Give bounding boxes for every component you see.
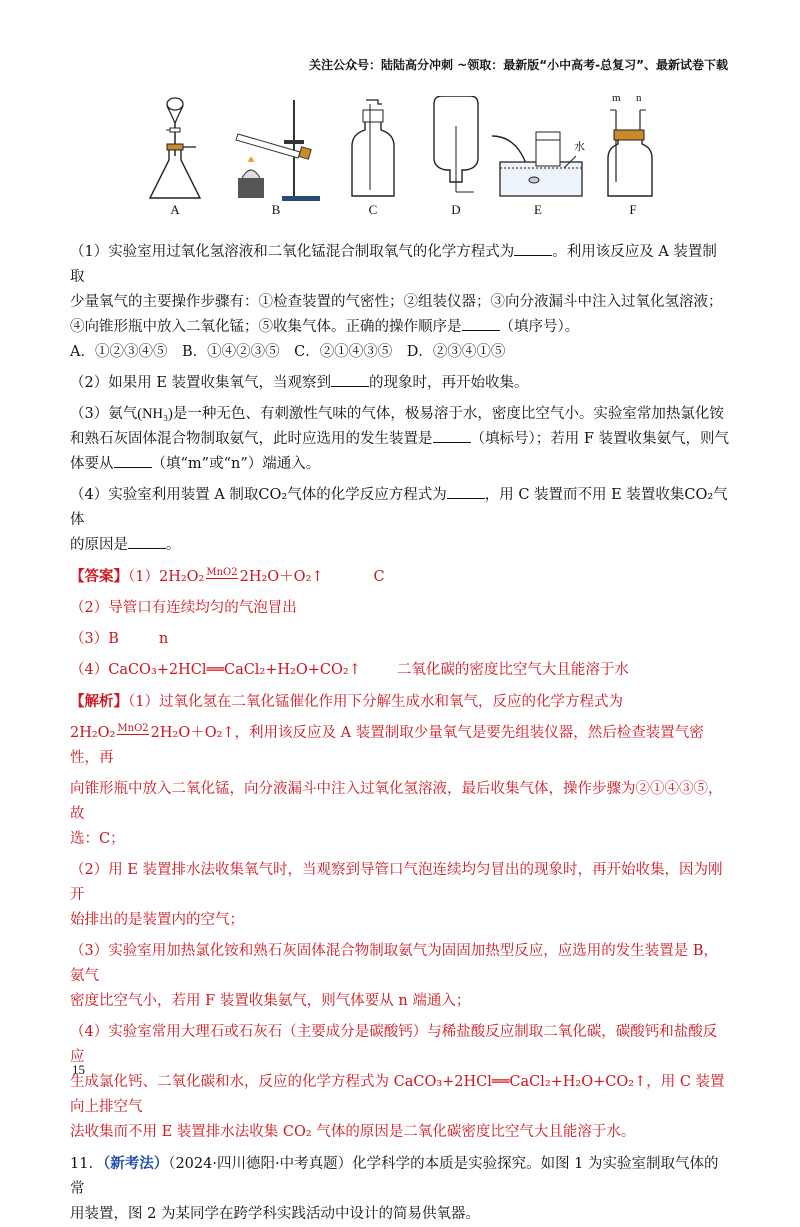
answer-options: A．①②③④⑤ B．①④②③⑤ C．②①④③⑤ D．②③④①⑤	[70, 344, 506, 360]
apparatus-c	[348, 96, 398, 218]
answer-line-1: 【答案】（1）2H₂O₂ MnO2 2H₂O＋O₂↑ C	[70, 567, 385, 585]
apparatus-d	[430, 96, 482, 218]
analysis-line-7: （3）实验室用加热氯化铵和熟石灰固体混合物制取氨气为固固加热型反应，应选用的发生装置是 B，氨气	[70, 943, 718, 984]
question-2: （2）如果用 E 装置收集氧气，当观察到 的现象时，再开始收集。	[70, 371, 730, 396]
apparatus-f	[606, 92, 660, 218]
answer-blank	[128, 534, 166, 549]
analysis-line-11: 法收集而不用 E 装置排水法收集 CO₂ 气体的原因是二氧化碳密度比空气大且能溶于水。	[70, 1124, 636, 1140]
question-3-end: 体要从 （填“m”或“n”）端通入。	[70, 452, 730, 477]
question-1: （1）实验室用过氧化氢溶液和二氧化锰混合制取氧气的化学方程式为 。利用该反应及 A 装置制取	[70, 240, 730, 290]
apparatus-e	[490, 96, 586, 218]
apparatus-b	[228, 96, 324, 218]
catalyst-label: MnO2	[206, 567, 238, 578]
apparatus-label: B	[271, 202, 281, 217]
heating-tube-icon	[228, 96, 324, 204]
analysis-line-8: 密度比空气小，若用 F 装置收集氨气，则气体要从 n 端通入；	[70, 993, 471, 1009]
water-label: 水	[574, 140, 585, 153]
apparatus-label: E	[534, 202, 542, 217]
answer-blank	[331, 372, 369, 387]
answer-blank	[514, 241, 552, 256]
analysis-tag: 【解析】	[70, 693, 128, 710]
question-content	[70, 240, 730, 1227]
apparatus-a	[140, 96, 210, 218]
question-4-end: 的原因是 。	[70, 533, 730, 558]
answer-line-3: （3）B n	[70, 631, 169, 647]
page-header: 关注公众号：陆陆高分冲刺 ~领取：最新版“小中高考-总复习”、最新试卷下载	[309, 58, 728, 72]
answer-blank	[433, 428, 471, 443]
question-11-cont: 用装置，图 2 为某同学在跨学科实践活动中设计的简易供氧器。	[70, 1206, 480, 1222]
apparatus-label: D	[451, 202, 461, 217]
ammonia-formula: (NH₃)	[137, 406, 173, 422]
apparatus-label: C	[368, 202, 378, 217]
page-number: 15	[72, 1062, 85, 1077]
analysis-line-1: 【解析】（1）过氧化氢在二氧化锰催化作用下分解生成水和氧气，反应的化学方程式为	[70, 693, 623, 710]
gas-bottle-icon	[348, 96, 398, 204]
question-4: （4）实验室利用装置 A 制取CO₂气体的化学反应方程式为 ，用 C 装置而不用 E 装置收集CO₂气体	[70, 483, 730, 533]
question-11: 11．（新考法）（2024·四川德阳·中考真题）化学科学的本质是实验探究。如图 1 为实验室制取气体的常	[70, 1155, 719, 1197]
answer-tag: 【答案】	[70, 568, 128, 585]
n-label: n	[636, 92, 642, 104]
question-3-cont: 和熟石灰固体混合物制取氨气，此时应选用的发生装置是 （填标号）；若用 F 装置收集氨气，则气	[70, 427, 730, 452]
two-way-bottle-icon	[606, 96, 660, 204]
answer-blank	[447, 484, 485, 499]
inverted-bottle-icon	[430, 96, 482, 204]
question-1-order: ④向锥形瓶中放入二氧化锰；⑤收集气体。正确的操作顺序是 （填序号）。	[70, 315, 730, 340]
apparatus-figure	[140, 92, 680, 218]
analysis-line-10: 生成氯化钙、二氧化碳和水，反应的化学方程式为 CaCO₃+2HCl══CaCl₂+H₂O+CO₂↑，用 C 装置向上排空气	[70, 1074, 725, 1115]
answer-line-2: （2）导管口有连续均匀的气泡冒出	[70, 600, 297, 616]
answer-line-4: （4）CaCO₃+2HCl══CaCl₂+H₂O+CO₂↑ 二氧化碳的密度比空气大且能溶于水	[70, 662, 629, 678]
new-method-tag: （新考法）	[102, 1155, 169, 1172]
water-trough-icon	[490, 96, 586, 204]
question-1-steps: 少量氧气的主要操作步骤有：①检查装置的气密性；②组装仪器；③向分液漏斗中注入过氧化氢溶液；	[70, 294, 723, 310]
analysis-line-9: （4）实验室常用大理石或石灰石（主要成分是碳酸钙）与稀盐酸反应制取二氧化碳，碳酸钙和盐酸反应	[70, 1024, 718, 1065]
analysis-line-2: 2H₂O₂ MnO2 2H₂O＋O₂↑，利用该反应及 A 装置制取少量氧气是要先组装仪器，然后检查装置气密性，再	[70, 723, 704, 766]
analysis-line-6: 始排出的是装置内的空气；	[70, 912, 244, 928]
analysis-line-4: 选：C；	[70, 831, 125, 847]
analysis-line-5: （2）用 E 装置排水法收集氧气时，当观察到导管口气泡连续均匀冒出的现象时，再开始收集，因为刚开	[70, 862, 723, 903]
m-label: m	[612, 92, 621, 104]
erlenmeyer-funnel-icon	[140, 96, 210, 204]
analysis-line-3: 向锥形瓶中放入二氧化锰，向分液漏斗中注入过氧化氢溶液，最后收集气体，操作步骤为②①④③⑤，故	[70, 781, 723, 822]
answer-blank	[114, 453, 152, 468]
apparatus-label: F	[629, 202, 637, 217]
question-3: （3）氨气(NH₃)是一种无色、有刺激性气味的气体，极易溶于水，密度比空气小。实验室常加热氯化铵	[70, 406, 724, 422]
answer-blank	[462, 316, 500, 331]
apparatus-label: A	[170, 202, 180, 217]
catalyst-label: MnO2	[117, 723, 149, 734]
